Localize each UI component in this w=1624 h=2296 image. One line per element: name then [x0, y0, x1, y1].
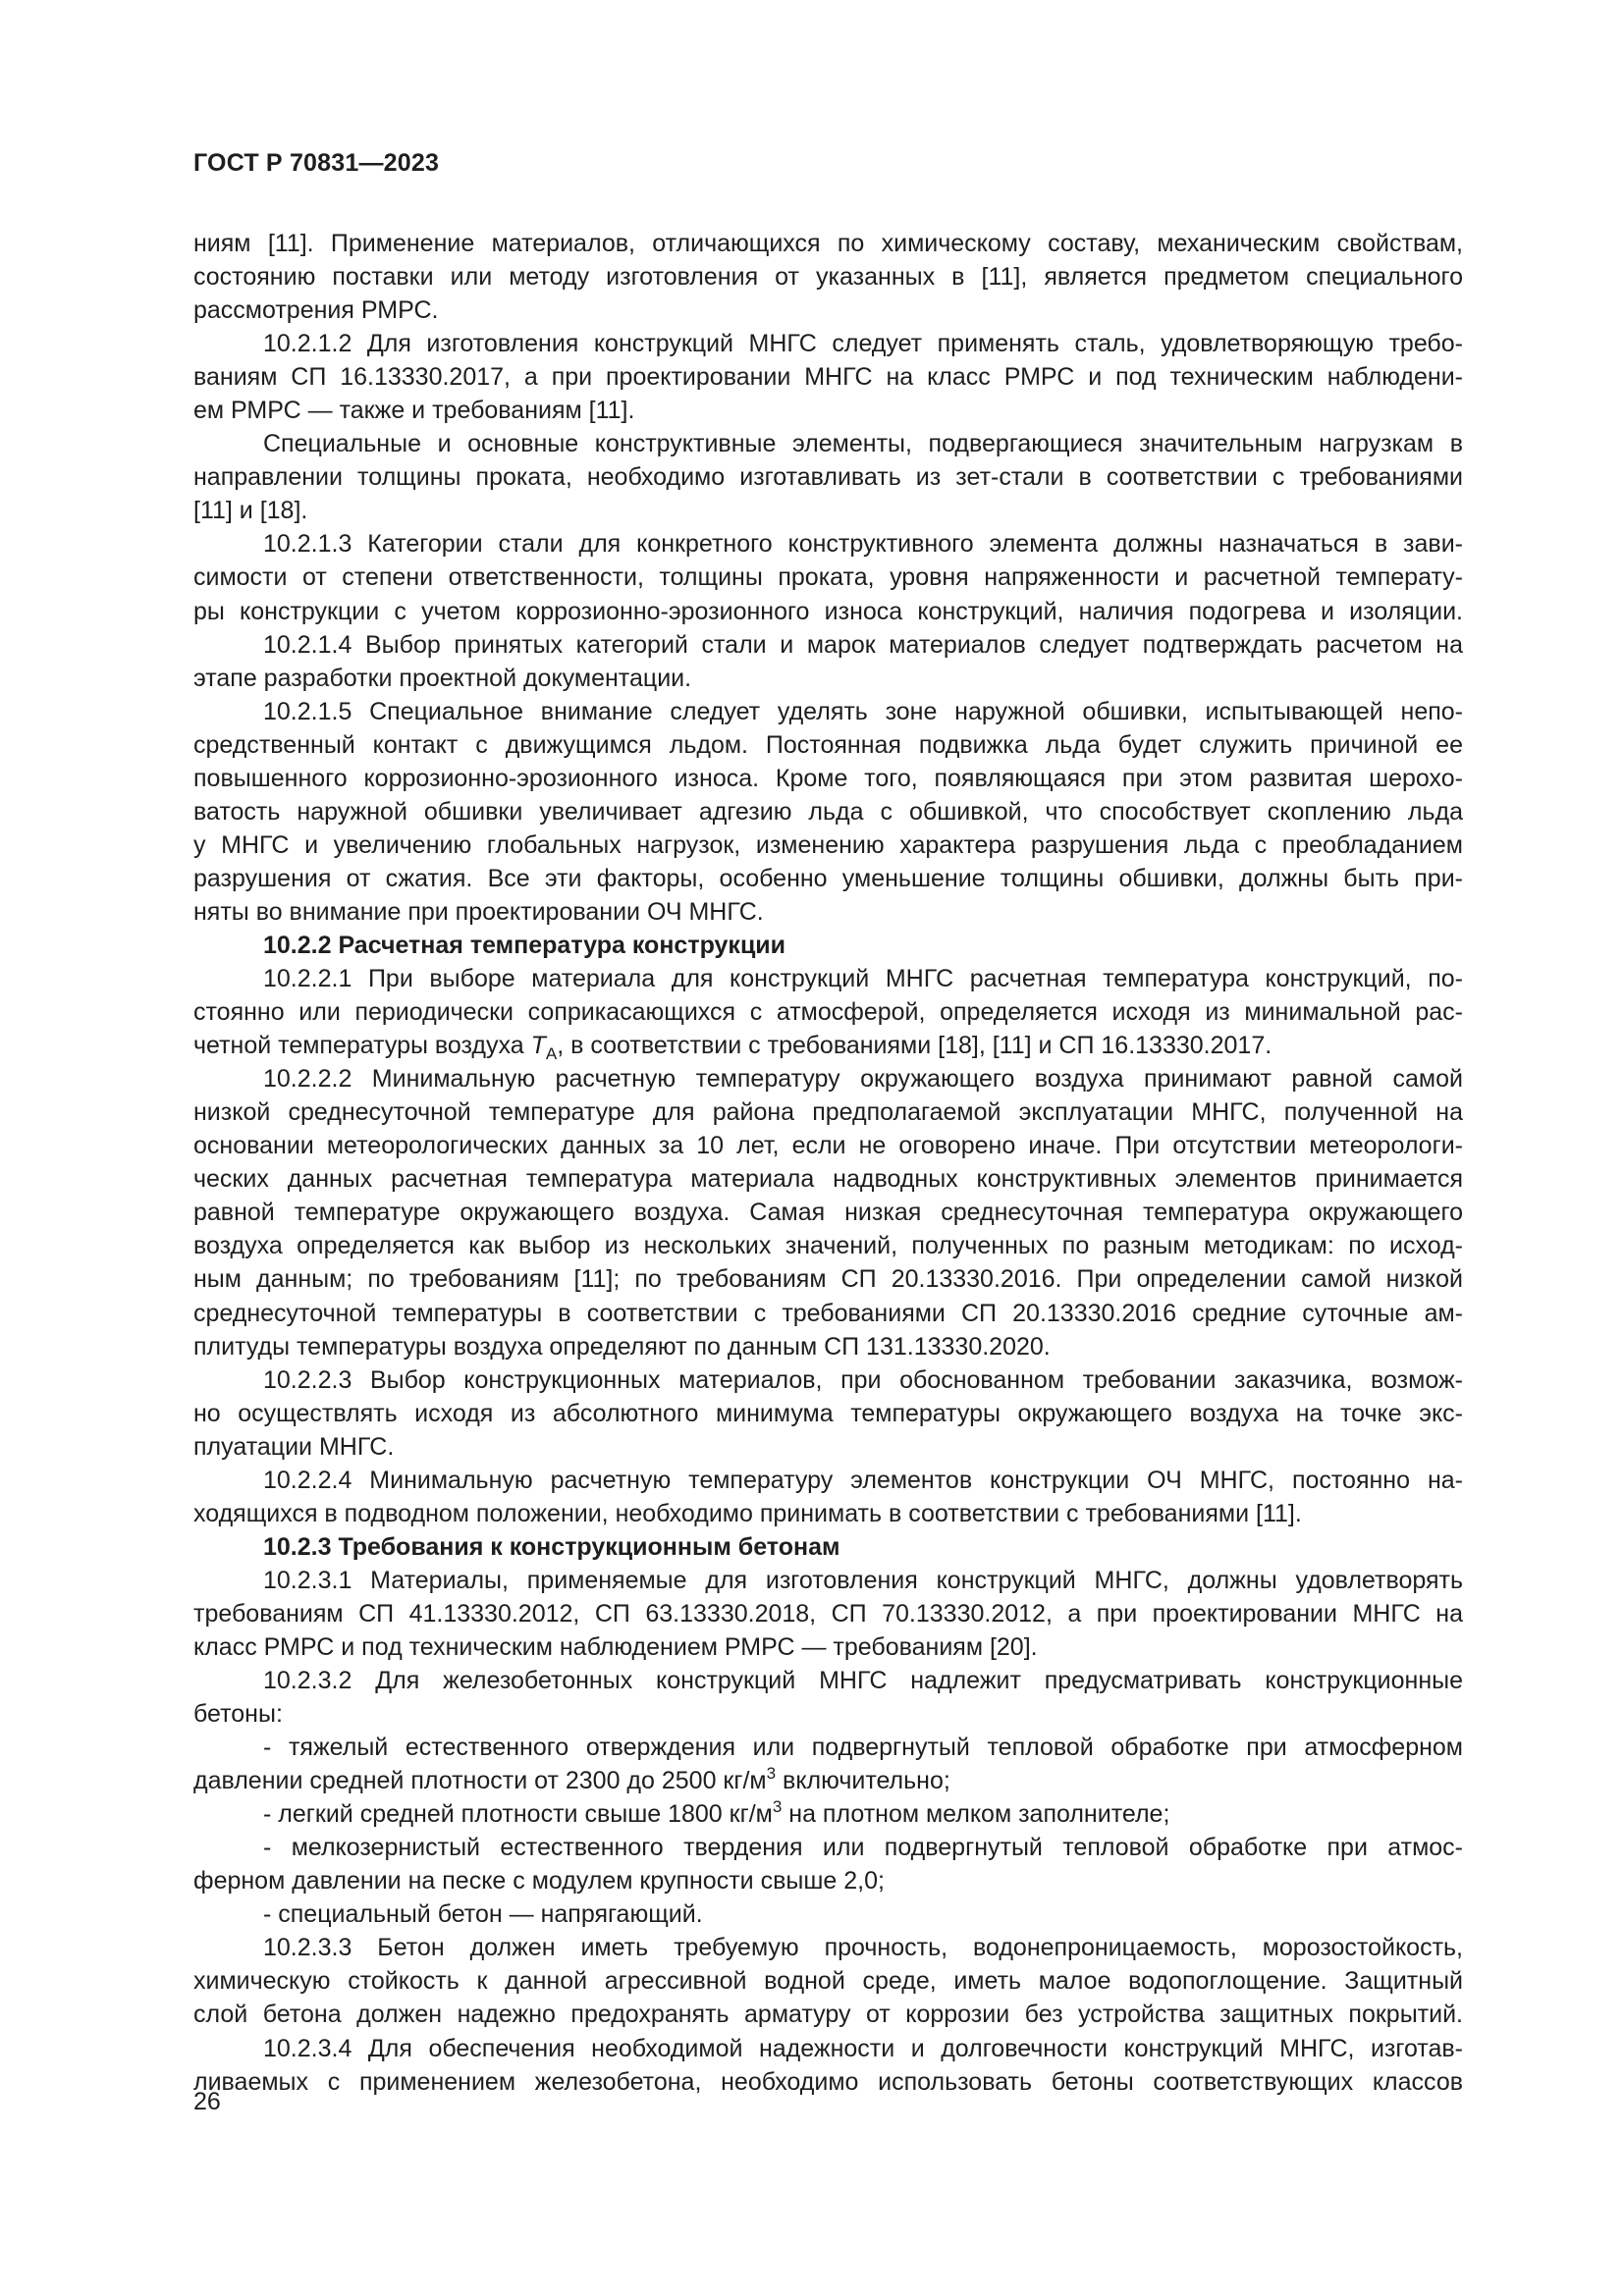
text-line: ческих данных расчетная температура материала надводных конструктивных элементов принимается: [193, 1165, 1463, 1194]
text-line: ем РМРС — также и требованиям [11].: [193, 397, 635, 425]
text-line: ваниям СП 16.13330.2017, а при проектировании МНГС на класс РМРС и под техническим наблюдени-: [193, 363, 1463, 392]
list-item-continuation: ферном давлении на песке с модулем крупности свыше 2,0;: [193, 1867, 885, 1896]
text-line: ливаемых с применением железобетона, необходимо использовать бетоны соответствующих классов: [193, 2067, 1463, 2096]
text-line: 10.2.3.2 Для железобетонных конструкций МНГС надлежит предусматривать конструкционные: [263, 1667, 1463, 1695]
text-line: этапе разработки проектной документации.: [193, 664, 692, 692]
text-run: четной температуры воздуха: [193, 1032, 531, 1060]
section-heading: 10.2.3 Требования к конструкционным бетонам: [263, 1532, 840, 1561]
text-line: 10.2.2.4 Минимальную расчетную температуру элементов конструкции ОЧ МНГС, постоянно на-: [263, 1466, 1463, 1494]
text-line: ватость наружной обшивки увеличивает адгезию льда с обшивкой, что способствует скоплению льда: [193, 797, 1463, 826]
text-line: рассмотрения РМРС.: [193, 296, 439, 325]
text-line: ным данным; по требованиям [11]; по требованиям СП 20.13330.2016. При определении самой низкой: [193, 1265, 1463, 1294]
text-line: 10.2.3.4 Для обеспечения необходимой надежности и долговечности конструкций МНГС, изготав-: [263, 2034, 1463, 2062]
text-line: 10.2.2.2 Минимальную расчетную температуру окружающего воздуха принимают равной самой: [263, 1065, 1463, 1094]
text-line: 10.2.3.1 Материалы, применяемые для изготовления конструкций МНГС, должны удовлетворять: [263, 1566, 1463, 1594]
running-header: ГОСТ Р 70831—2023: [193, 149, 440, 177]
text-line: но осуществлять исходя из абсолютного минимума температуры окружающего воздуха на точке экс-: [193, 1399, 1463, 1427]
text-line: ниям [11]. Применение материалов, отличающихся по химическому составу, механическим свойствам,: [193, 230, 1463, 257]
text-line: [11] и [18].: [193, 497, 308, 525]
text-run: на плотном мелком заполнителе;: [782, 1800, 1170, 1829]
text-run: - легкий средней плотности свыше 1800 кг/м: [263, 1800, 773, 1829]
text-run: , в соответствии с требованиями [18], [11] и СП 16.13330.2017.: [557, 1032, 1272, 1060]
text-line: плуатации МНГС.: [193, 1432, 395, 1461]
body-text: [193, 227, 1463, 2099]
text-line: 10.2.1.4 Выбор принятых категорий стали и марок материалов следует подтверждать расчетом на: [263, 630, 1463, 659]
text-line: среднесуточной температуры в соответствии с требованиями СП 20.13330.2016 средние суточные ам-: [193, 1299, 1463, 1327]
list-item: - мелкозернистый естественного твердения или подвергнутый тепловой обработке при атмос-: [263, 1834, 1463, 1862]
text-line: стоянно или периодически соприкасающихся с атмосферой, определяется исходя из минимальной рас-: [193, 998, 1463, 1027]
text-line: ходящихся в подводном положении, необходимо принимать в соответствии с требованиями [11].: [193, 1499, 1302, 1527]
text-line: низкой среднесуточной температуре для района предполагаемой эксплуатации МНГС, полученной на: [193, 1098, 1463, 1127]
text-line: химическую стойкость к данной агрессивной водной среде, иметь малое водопоглощение. Защитный: [193, 1967, 1463, 1996]
text-line: 10.2.1.5 Специальное внимание следует уделять зоне наружной обшивки, испытывающей непо-: [263, 697, 1463, 725]
text-line: ры конструкции с учетом коррозионно-эрозионного износа конструкций, наличия подогрева и изоляции.: [193, 597, 1463, 625]
list-item: - специальный бетон — напрягающий.: [263, 1900, 703, 1929]
text-line: требованиям СП 41.13330.2012, СП 63.13330.2018, СП 70.13330.2012, а при проектировании МНГС на: [193, 1599, 1463, 1628]
section-heading: 10.2.2 Расчетная температура конструкции: [263, 931, 786, 959]
text-line: слой бетона должен надежно предохранять арматуру от коррозии без устройства защитных покрытий.: [193, 2001, 1463, 2029]
text-line: 10.2.2.3 Выбор конструкционных материалов, при обоснованном требовании заказчика, возмож-: [263, 1365, 1463, 1394]
text-line: плитуды температуры воздуха определяют по данным СП 131.13330.2020.: [193, 1332, 1051, 1361]
text-line: воздуха определяется как выбор из нескольких значений, полученных по разным методикам: по исход-: [193, 1232, 1463, 1260]
list-item: - тяжелый естественного отверждения или подвергнутый тепловой обработке при атмосферном: [263, 1734, 1463, 1762]
text-line: 10.2.2.1 При выборе материала для конструкций МНГС расчетная температура конструкций, по-: [263, 965, 1463, 993]
variable-symbol: T: [530, 1032, 546, 1060]
text-line: бетоны:: [193, 1700, 283, 1729]
superscript: 3: [772, 1797, 783, 1817]
text-line: 10.2.3.3 Бетон должен иметь требуемую прочность, водонепроницаемость, морозостойкость,: [263, 1934, 1463, 1962]
text-line: равной температуре окружающего воздуха. Самая низкая среднесуточная температура окружающего: [193, 1199, 1463, 1227]
text-line: класс РМРС и под техническим наблюдением РМРС — требованиям [20].: [193, 1632, 1038, 1661]
text-line: направлении толщины проката, необходимо изготавливать из зет-стали в соответствии с требованиями: [193, 463, 1463, 492]
text-line: [193, 1029, 1463, 1062]
text-run: включительно;: [776, 1767, 950, 1795]
superscript: 3: [766, 1764, 777, 1784]
page-number: 26: [193, 2088, 221, 2115]
text-line: повышенного коррозионно-эрозионного износа. Кроме того, появляющаяся при этом развитая шерохо-: [193, 764, 1463, 792]
text-line: Специальные и основные конструктивные элементы, подвергающиеся значительным нагрузкам в: [263, 430, 1463, 458]
text-line: симости от степени ответственности, толщины проката, уровня напряженности и расчетной температу-: [193, 563, 1463, 592]
text-line: у МНГС и увеличению глобальных нагрузок, изменению характера разрушения льда с преобладанием: [193, 830, 1463, 859]
text-line: средственный контакт с движущимся льдом. Постоянная подвижка льда будет служить причиной ее: [193, 730, 1463, 759]
text-line: состоянию поставки или методу изготовления от указанных в [11], является предметом специального: [193, 263, 1463, 292]
list-item: [193, 1797, 1463, 1831]
text-line: няты во внимание при проектировании ОЧ МНГС.: [193, 897, 764, 926]
text-line: 10.2.1.2 Для изготовления конструкций МНГС следует применять сталь, удовлетворяющую требо-: [263, 330, 1463, 358]
text-line: основании метеорологических данных за 10 лет, если не оговорено иначе. При отсутствии метеорологи-: [193, 1132, 1463, 1160]
text-line: 10.2.1.3 Категории стали для конкретного конструктивного элемента должны назначаться в зави-: [263, 530, 1463, 559]
text-line: разрушения от сжатия. Все эти факторы, особенно уменьшение толщины обшивки, должны быть при-: [193, 864, 1463, 892]
subscript: A: [545, 1044, 558, 1064]
list-item-continuation: [193, 1764, 1463, 1797]
text-run: давлении средней плотности от 2300 до 2500 кг/м: [193, 1767, 767, 1795]
